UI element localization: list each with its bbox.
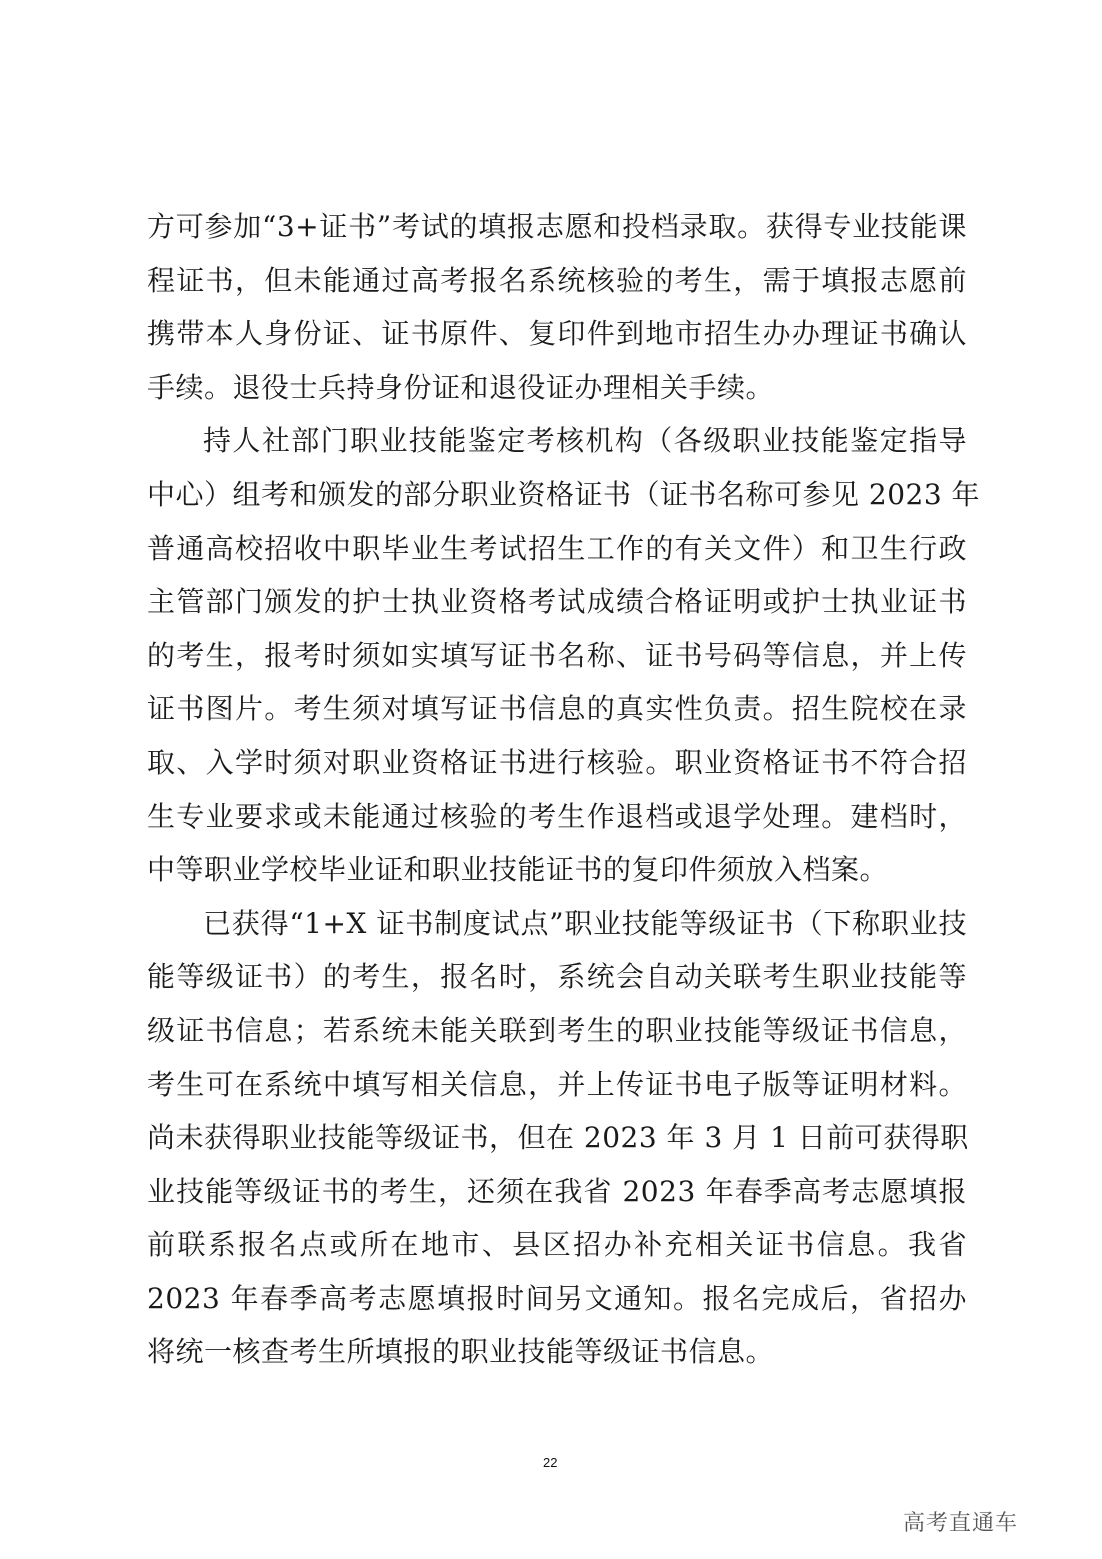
page-number: 22	[543, 1455, 558, 1470]
text-line: 中心）组考和颁发的部分职业资格证书（证书名称可参见 2023 年	[147, 477, 981, 511]
body-text	[147, 200, 981, 1379]
text-line: 主管部门颁发的护士执业资格考试成绩合格证明或护士执业证书	[147, 585, 967, 619]
text-line: 能等级证书）的考生，报名时，系统会自动关联考生职业技能等	[147, 960, 967, 994]
text-line: 持人社部门职业技能鉴定考核机构（各级职业技能鉴定指导	[203, 424, 967, 458]
text-line: 证书图片。考生须对填写证书信息的真实性负责。招生院校在录	[147, 692, 967, 726]
text-line: 考生可在系统中填写相关信息，并上传证书电子版等证明材料。	[147, 1067, 967, 1101]
text-line: 尚未获得职业技能等级证书，但在 2023 年 3 月 1 日前可获得职	[147, 1121, 969, 1155]
watermark: 高考直通车	[903, 1511, 1019, 1536]
text-line: 取、入学时须对职业资格证书进行核验。职业资格证书不符合招	[147, 745, 967, 779]
text-line: 的考生，报考时须如实填写证书名称、证书号码等信息，并上传	[147, 638, 967, 672]
text-line: 程证书，但未能通过高考报名系统核验的考生，需于填报志愿前	[147, 263, 967, 297]
text-line: 普通高校招收中职毕业生考试招生工作的有关文件）和卫生行政	[147, 531, 967, 565]
text-line: 生专业要求或未能通过核验的考生作退档或退学处理。建档时，	[147, 799, 967, 833]
text-line: 携带本人身份证、证书原件、复印件到地市招生办办理证书确认	[147, 317, 967, 351]
text-line: 已获得“1+X 证书制度试点”职业技能等级证书（下称职业技	[203, 906, 967, 940]
text-line: 业技能等级证书的考生，还须在我省 2023 年春季高考志愿填报	[147, 1174, 967, 1208]
text-line: 方可参加“3+证书”考试的填报志愿和投档录取。获得专业技能课	[147, 210, 967, 243]
text-line: 将统一核查考生所填报的职业技能等级证书信息。	[147, 1335, 775, 1369]
text-line: 手续。退役士兵持身份证和退役证办理相关手续。	[147, 370, 775, 404]
text-line: 级证书信息；若系统未能关联到考生的职业技能等级证书信息，	[147, 1013, 967, 1047]
text-line: 前联系报名点或所在地市、县区招办补充相关证书信息。我省	[147, 1228, 967, 1262]
text-line: 2023 年春季高考志愿填报时间另文通知。报名完成后，省招办	[147, 1281, 967, 1315]
text-line: 中等职业学校毕业证和职业技能证书的复印件须放入档案。	[147, 853, 889, 887]
